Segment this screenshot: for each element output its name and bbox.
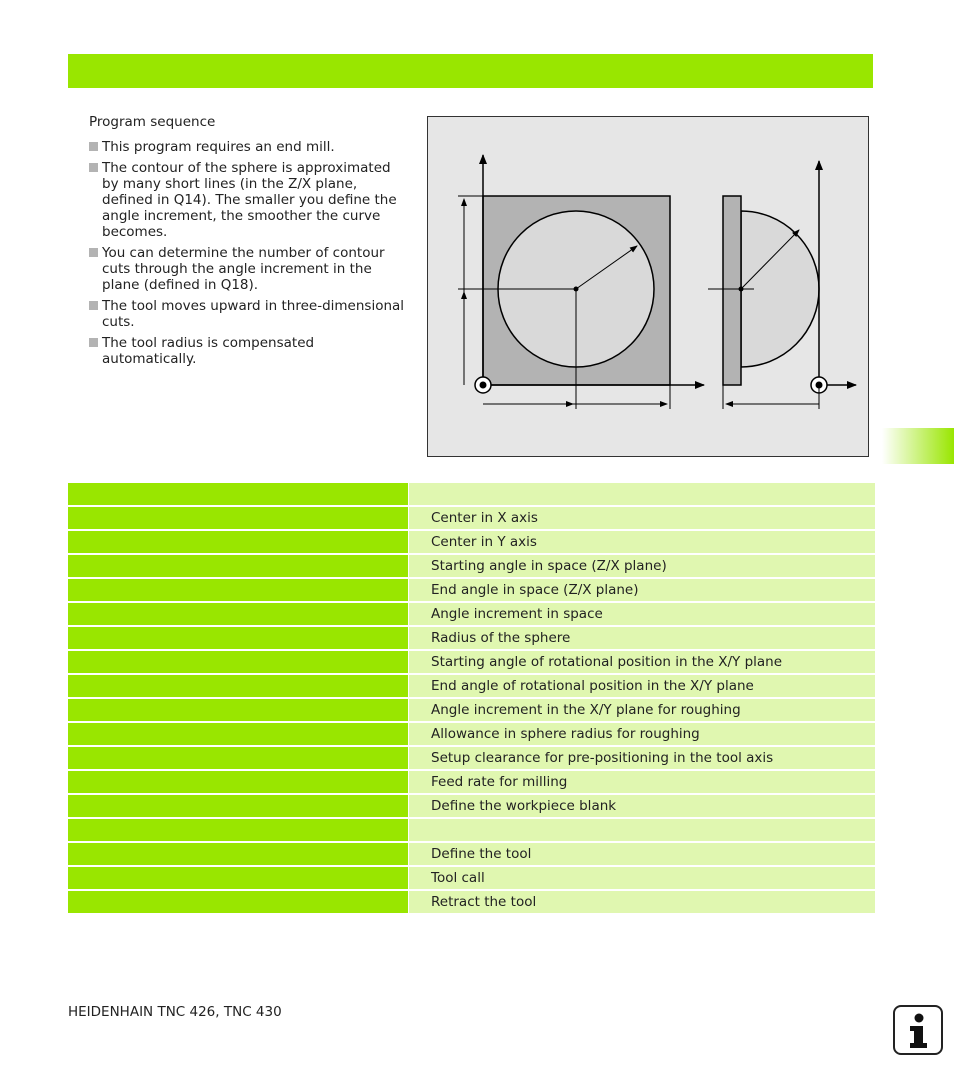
table-row [68,507,875,529]
comment-cell: Retract the tool [409,891,875,913]
code-cell [68,483,408,505]
comment-cell: Center in Y axis [409,531,875,553]
code-cell [68,627,408,649]
table-row [68,531,875,553]
program-sequence-section [89,114,409,372]
comment-cell: Starting angle of rotational position in the X/Y plane [409,651,875,673]
comment-cell: Center in X axis [409,507,875,529]
table-row [68,699,875,721]
comment-cell: Setup clearance for pre-positioning in the tool axis [409,747,875,769]
table-row [68,603,875,625]
comment-cell: End angle of rotational position in the X/Y plane [409,675,875,697]
bullet-square-icon [89,142,98,151]
list-item: You can determine the number of contour cuts through the angle increment in the plane (defined in Q18). [89,245,409,293]
list-item: The tool radius is compensated automatically. [89,335,409,367]
table-row [68,795,875,817]
list-item: This program requires an end mill. [89,139,409,155]
table-row [68,675,875,697]
comment-cell: Starting angle in space (Z/X plane) [409,555,875,577]
table-row [68,627,875,649]
header-bar [68,54,873,88]
table-row [68,555,875,577]
table-row [68,483,875,505]
table-row [68,891,875,913]
comment-cell: Angle increment in space [409,603,875,625]
code-cell [68,723,408,745]
bullet-square-icon [89,163,98,172]
program-table [68,483,875,915]
comment-cell: Radius of the sphere [409,627,875,649]
code-cell [68,603,408,625]
comment-cell: End angle in space (Z/X plane) [409,579,875,601]
table-row [68,579,875,601]
code-cell [68,771,408,793]
comment-cell: Feed rate for milling [409,771,875,793]
table-row [68,747,875,769]
table-row [68,843,875,865]
comment-cell: Tool call [409,867,875,889]
code-cell [68,819,408,841]
bullet-square-icon [89,338,98,347]
code-cell [68,651,408,673]
bullet-square-icon [89,301,98,310]
code-cell [68,579,408,601]
table-row [68,819,875,841]
comment-cell [409,483,875,505]
code-cell [68,843,408,865]
comment-cell: Allowance in sphere radius for roughing [409,723,875,745]
blank-side-view [723,196,741,385]
code-cell [68,747,408,769]
sphere-diagram [427,116,869,457]
code-cell [68,891,408,913]
info-icon[interactable] [893,1005,943,1055]
list-item: The tool moves upward in three-dimensional cuts. [89,298,409,330]
table-row [68,651,875,673]
list-item: The contour of the sphere is approximated by many short lines (in the Z/X plane, defined in Q14). The smaller you define the angle increment, the smoother the curve becomes. [89,160,409,240]
code-cell [68,531,408,553]
table-row [68,723,875,745]
chapter-tab [882,428,954,464]
code-cell [68,867,408,889]
comment-cell: Angle increment in the X/Y plane for roughing [409,699,875,721]
comment-cell [409,819,875,841]
bullet-square-icon [89,248,98,257]
table-row [68,771,875,793]
code-cell [68,555,408,577]
code-cell [68,675,408,697]
code-cell [68,507,408,529]
page-footer: HEIDENHAIN TNC 426, TNC 430 [68,1004,282,1020]
code-cell [68,795,408,817]
code-cell [68,699,408,721]
table-row [68,867,875,889]
sphere-drawing [428,117,870,458]
section-heading: Program sequence [89,114,216,130]
comment-cell: Define the workpiece blank [409,795,875,817]
comment-cell: Define the tool [409,843,875,865]
bullet-list [89,139,409,367]
